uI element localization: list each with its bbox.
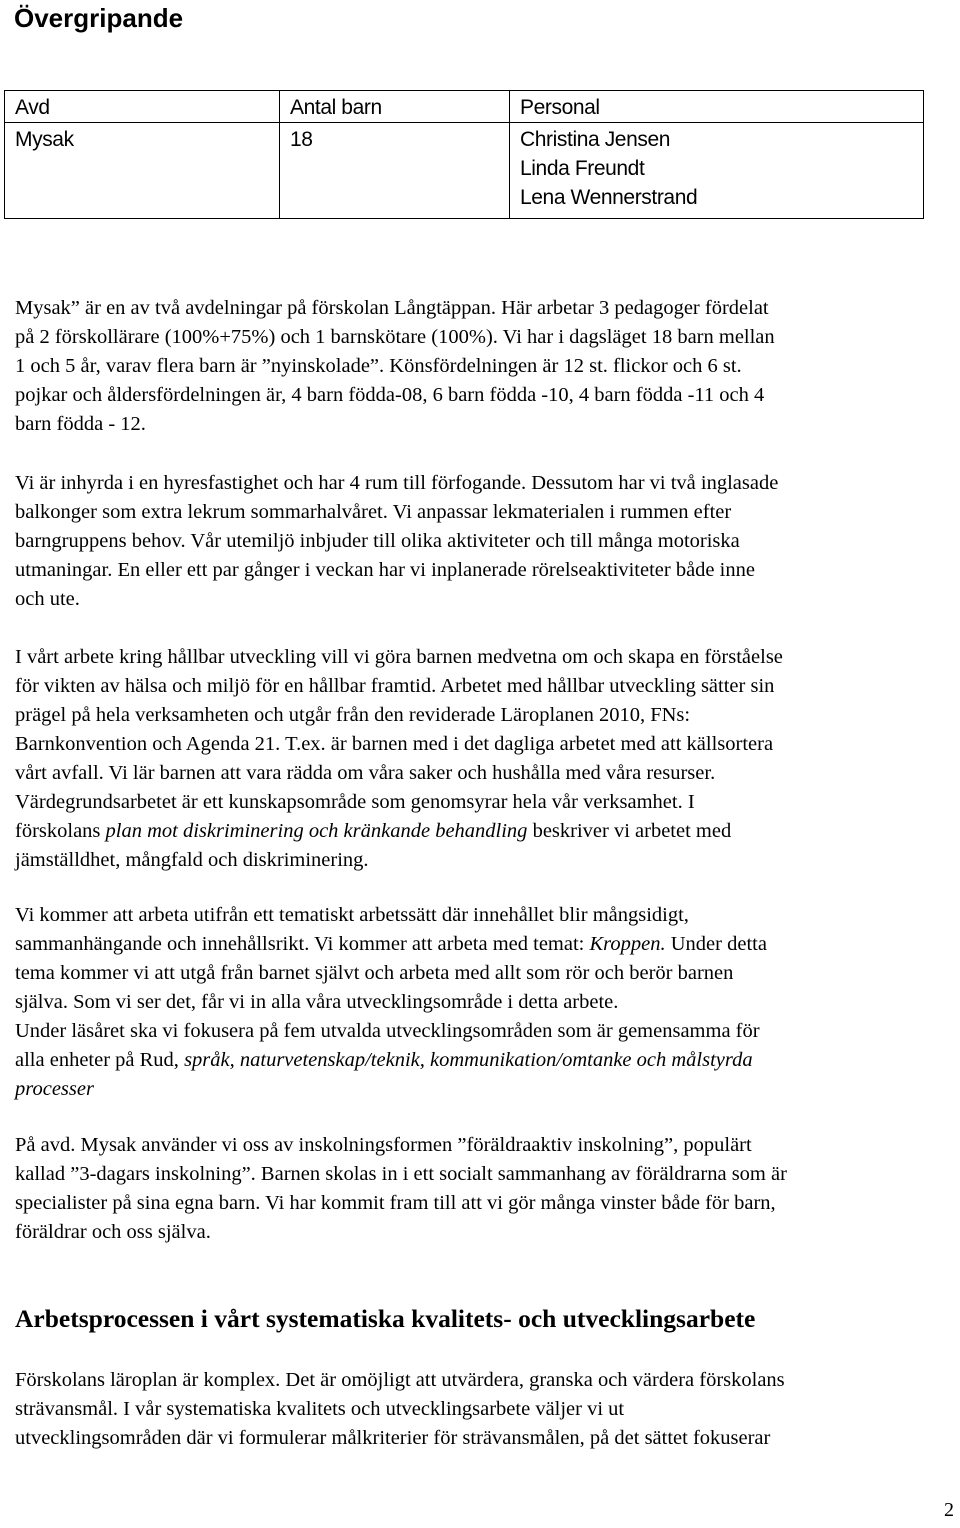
text-line: jämställdhet, mångfald och diskriminering. (15, 849, 369, 871)
text-line: pojkar och åldersfördelningen är, 4 barn födda-08, 6 barn födda -10, 4 barn födda -11 och 4 (15, 384, 765, 406)
text-line (15, 1075, 955, 1104)
text-line: föräldrar och oss själva. (15, 1221, 211, 1243)
text-line: Under läsåret ska vi fokusera på fem utvalda utvecklingsområden som är gemensamma för (15, 1020, 760, 1042)
text-line (15, 817, 955, 846)
table-cell-personal (510, 123, 924, 219)
text-run: Under detta (665, 933, 767, 955)
text-line: på 2 förskollärare (100%+75%) och 1 barnskötare (100%). Vi har i dagsläget 18 barn mellan (15, 326, 775, 348)
text-line: Mysak” är en av två avdelningar på förskolan Långtäppan. Här arbetar 3 pedagoger fördelat (15, 297, 769, 319)
text-line: Förskolans läroplan är komplex. Det är omöjligt att utvärdera, granska och värdera förskolans (15, 1369, 785, 1391)
development-areas: processer (15, 1078, 94, 1100)
paragraph-curriculum (15, 1366, 955, 1453)
text-run: alla enheter på Rud, (15, 1049, 185, 1071)
text-line: balkonger som extra lekrum sommarhalvåret. Vi anpassar lekmaterialen i rummen efter (15, 501, 732, 523)
paragraph-introduction-method (15, 1131, 955, 1247)
text-line: utmaningar. En eller ett par gånger i veckan har vi inplanerade rörelseaktiviteter både inne (15, 559, 755, 581)
text-line: I vårt arbete kring hållbar utveckling vill vi göra barnen medvetna om och skapa en förståelse (15, 646, 783, 668)
text-line: Vi är inhyrda i en hyresfastighet och har 4 rum till förfogande. Dessutom har vi två inglasade (15, 472, 779, 494)
table-header-personal: Personal (510, 91, 924, 123)
text-line: kallad ”3-dagars inskolning”. Barnen skolas in i ett socialt sammanhang av föräldrarna som är (15, 1163, 787, 1185)
staff-name: Linda Freundt (520, 157, 645, 180)
text-line: Värdegrundsarbetet är ett kunskapsområde som genomsyrar hela vår verksamhet. I (15, 791, 695, 813)
table-row (5, 123, 924, 219)
text-line: strävansmål. I vår systematiska kvalitets och utvecklingsarbete väljer vi ut (15, 1398, 625, 1420)
paragraph-premises (15, 469, 955, 614)
text-line: specialister på sina egna barn. Vi har kommit fram till att vi gör många vinster både för barn, (15, 1192, 776, 1214)
table-header-avd: Avd (5, 91, 280, 123)
text-line: för vikten av hälsa och miljö för en hållbar framtid. Arbetet med hållbar utveckling sätter sin (15, 675, 775, 697)
table-header-antal: Antal barn (280, 91, 510, 123)
text-line: utvecklingsområden där vi formulerar målkriterier för strävansmålen, på det sättet fokuserar (15, 1427, 771, 1449)
plan-title: plan mot diskriminering och kränkande behandling (105, 820, 528, 842)
staff-name: Lena Wennerstrand (520, 186, 698, 209)
text-line (15, 1046, 955, 1075)
text-line: Barnkonvention och Agenda 21. T.ex. är barnen med i det dagliga arbetet med att källsortera (15, 733, 774, 755)
text-line: prägel på hela verksamheten och utgår från den reviderade Läroplanen 2010, FNs: (15, 704, 691, 726)
text-run: beskriver vi arbetet med (527, 820, 732, 842)
staff-table (4, 90, 924, 219)
staff-name: Christina Jensen (520, 128, 671, 151)
text-run: förskolans (15, 820, 106, 842)
text-line (15, 930, 955, 959)
page-number: 2 (944, 1499, 954, 1521)
table-header-row (5, 91, 924, 123)
text-line: 1 och 5 år, varav flera barn är ”nyinskolade”. Könsfördelningen är 12 st. flickor och 6 st. (15, 355, 742, 377)
text-line: barngruppens behov. Vår utemiljö inbjuder till olika aktiviteter och till många motoriska (15, 530, 740, 552)
text-line: och ute. (15, 588, 80, 610)
text-line: tema kommer vi att utgå från barnet självt och arbeta med allt som rör och berör barnen (15, 962, 734, 984)
paragraph-intro (15, 294, 955, 439)
table-cell-avd: Mysak (5, 123, 280, 219)
table-cell-antal: 18 (280, 123, 510, 219)
paragraph-sustainability (15, 643, 955, 875)
text-line: själva. Som vi ser det, får vi in alla våra utvecklingsområde i detta arbete. (15, 991, 619, 1013)
text-run: sammanhängande och innehållsrikt. Vi kommer att arbeta med temat: (15, 933, 590, 955)
theme-name: Kroppen. (589, 933, 666, 955)
development-areas: språk, naturvetenskap/teknik, kommunikation/omtanke och målstyrda (184, 1049, 753, 1071)
text-line: Vi kommer att arbeta utifrån ett tematiskt arbetssätt där innehållet blir mångsidigt, (15, 904, 689, 926)
text-line: På avd. Mysak använder vi oss av inskolningsformen ”föräldraaktiv inskolning”, populärt (15, 1134, 752, 1156)
page-heading: Övergripande (14, 3, 184, 33)
section-heading: Arbetsprocessen i vårt systematiska kvalitets- och utvecklingsarbete (15, 1304, 756, 1333)
text-line: barn födda - 12. (15, 413, 146, 435)
paragraph-theme (15, 901, 955, 1104)
text-line: vårt avfall. Vi lär barnen att vara rädda om våra saker och hushålla med våra resurser. (15, 762, 716, 784)
